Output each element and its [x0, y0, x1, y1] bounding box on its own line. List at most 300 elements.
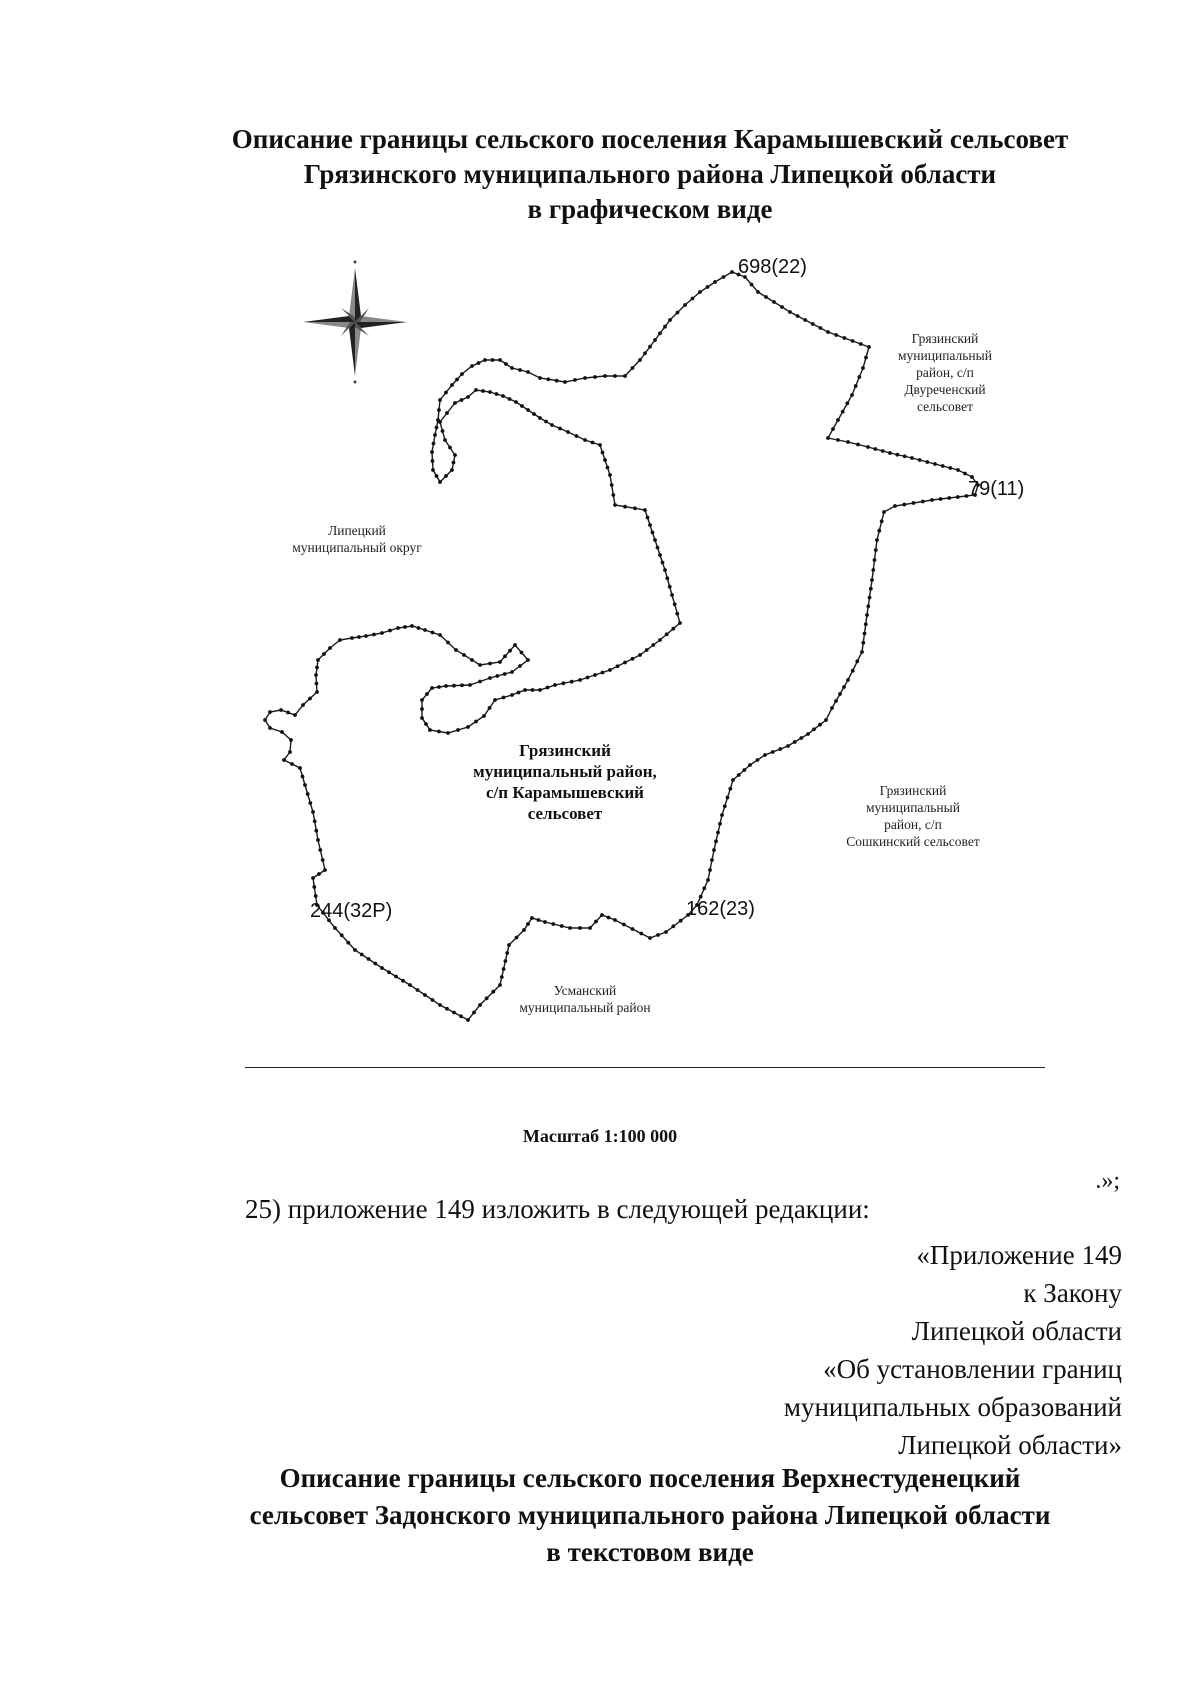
boundary-vertex: [435, 474, 439, 478]
boundary-vertex: [656, 546, 660, 550]
boundary-vertex: [408, 983, 412, 987]
boundary-vertex: [845, 401, 849, 405]
boundary-vertex: [340, 933, 344, 937]
boundary-vertex: [317, 872, 321, 876]
boundary-vertex: [826, 330, 830, 334]
boundary-vertex: [793, 740, 797, 744]
boundary-vertex: [670, 593, 674, 597]
boundary-vertex: [514, 400, 518, 404]
boundary-vertex: [712, 848, 716, 852]
boundary-vertex: [631, 927, 635, 931]
boundary-vertex: [380, 966, 384, 970]
boundary-vertex: [444, 391, 448, 395]
boundary-vertex: [748, 763, 752, 767]
boundary-vertex: [558, 427, 562, 431]
boundary-vertex: [530, 916, 534, 920]
boundary-vertex: [268, 710, 272, 714]
boundary-vertex: [308, 697, 312, 701]
boundary-point-label: 162(23): [686, 898, 755, 920]
boundary-vertex: [279, 708, 283, 712]
boundary-vertex: [394, 975, 398, 979]
boundary-vertex: [416, 988, 420, 992]
boundary-vertex: [843, 336, 847, 340]
boundary-vertex: [742, 768, 746, 772]
boundary-vertex: [645, 648, 649, 652]
boundary-vertex: [483, 358, 487, 362]
boundary-vertex: [380, 631, 384, 635]
boundary-vertex: [623, 661, 627, 665]
boundary-vertex: [436, 418, 440, 422]
boundary-vertex: [481, 389, 485, 393]
boundary-vertex: [831, 427, 835, 431]
boundary-vertex: [505, 951, 509, 955]
boundary-vertex: [651, 531, 655, 535]
boundary-vertex: [737, 773, 741, 777]
boundary-vertex: [836, 418, 840, 422]
boundary-vertex: [523, 688, 527, 692]
boundary-vertex: [410, 624, 414, 628]
boundary-vertex: [472, 1011, 476, 1015]
boundary-vertex: [373, 962, 377, 966]
boundary-vertex: [502, 696, 506, 700]
boundary-vertex: [401, 979, 405, 983]
boundary-vertex: [925, 460, 929, 464]
boundary-vertex: [834, 333, 838, 337]
boundary-vertex: [518, 664, 522, 668]
boundary-vertex: [430, 450, 434, 454]
boundary-vertex: [321, 858, 325, 862]
boundary-vertex: [865, 613, 869, 617]
boundary-vertex: [420, 698, 424, 702]
boundary-vertex: [888, 451, 892, 455]
boundary-vertex: [466, 1018, 470, 1022]
boundary-vertex: [502, 967, 506, 971]
boundary-vertex: [311, 876, 315, 880]
title-line: сельсовет Задонского муниципального района Липецкой области: [249, 1500, 1051, 1530]
boundary-vertex: [811, 322, 815, 326]
boundary-vertex: [420, 707, 424, 711]
boundary-vertex: [613, 374, 617, 378]
boundary-vertex: [470, 364, 474, 368]
boundary-vertex: [301, 703, 305, 707]
boundary-vertex: [478, 680, 482, 684]
boundary-vertex: [873, 558, 877, 562]
boundary-vertex: [520, 404, 524, 408]
boundary-vertex: [869, 587, 873, 591]
boundary-vertex: [568, 926, 572, 930]
boundary-vertex: [306, 792, 310, 796]
region-label-lipetsky: [262, 522, 452, 556]
boundary-vertex: [799, 736, 803, 740]
boundary-vertex: [593, 375, 597, 379]
boundary-vertex: [316, 838, 320, 842]
boundary-vertex: [504, 959, 508, 963]
boundary-vertex: [532, 412, 536, 416]
boundary-vertex: [437, 408, 441, 412]
boundary-vertex: [403, 625, 407, 629]
boundary-vertex: [454, 648, 458, 652]
boundary-vertex: [450, 468, 454, 472]
boundary-vertex: [603, 374, 607, 378]
boundary-vertex: [854, 384, 858, 388]
region-label-line: сельсовет: [917, 399, 973, 414]
boundary-vertex: [431, 998, 435, 1002]
boundary-vertex: [546, 377, 550, 381]
boundary-vertex: [710, 858, 714, 862]
boundary-vertex: [301, 775, 305, 779]
separator-line: [245, 1067, 1045, 1068]
region-label-line: сельсовет: [527, 804, 603, 823]
boundary-point-label: 698(22): [738, 256, 807, 278]
boundary-vertex: [763, 753, 767, 757]
boundary-vertex: [668, 318, 672, 322]
boundary-vertex: [708, 868, 712, 872]
boundary-vertex: [578, 678, 582, 682]
boundary-vertex: [482, 714, 486, 718]
boundary-vertex: [601, 671, 605, 675]
boundary-point-label: 79(11): [968, 478, 1025, 500]
boundary-vertex: [314, 894, 318, 898]
appendix-line: к Закону: [1023, 1278, 1122, 1308]
boundary-vertex: [583, 438, 587, 442]
boundary-vertex: [653, 338, 657, 342]
region-label-line: Грязинский: [879, 783, 947, 798]
boundary-vertex: [947, 496, 951, 500]
boundary-vertex: [308, 801, 312, 805]
boundary-vertex: [830, 706, 834, 710]
boundary-vertex: [338, 638, 342, 642]
boundary-vertex: [425, 692, 429, 696]
region-label-line: муниципальный: [866, 800, 960, 815]
boundary-vertex: [520, 651, 524, 655]
boundary-vertex: [538, 376, 542, 380]
boundary-vertex: [874, 548, 878, 552]
boundary-vertex: [664, 930, 668, 934]
boundary-vertex: [676, 311, 680, 315]
boundary-vertex: [656, 933, 660, 937]
boundary-vertex: [504, 362, 508, 366]
boundary-vertex: [573, 378, 577, 382]
region-label-line: Грязинский: [519, 741, 611, 760]
boundary-vertex: [718, 822, 722, 826]
boundary-vertex: [893, 504, 897, 508]
boundary-vertex: [280, 730, 284, 734]
boundary-vertex: [452, 1011, 456, 1015]
boundary-vertex: [526, 408, 530, 412]
boundary-vertex: [328, 646, 332, 650]
boundary-vertex: [679, 919, 683, 923]
boundary-vertex: [720, 813, 724, 817]
appendix-line: «Об установлении границ: [823, 1354, 1122, 1384]
boundary-vertex: [531, 688, 535, 692]
boundary-vertex: [851, 669, 855, 673]
boundary-vertex: [470, 658, 474, 662]
boundary-vertex: [631, 657, 635, 661]
boundary-vertex: [713, 280, 717, 284]
boundary-vertex: [796, 314, 800, 318]
boundary-vertex: [551, 922, 555, 926]
boundary-vertex: [388, 629, 392, 633]
boundary-vertex: [437, 730, 441, 734]
boundary-vertex: [298, 766, 302, 770]
boundary-vertex: [939, 497, 943, 501]
boundary-vertex: [387, 970, 391, 974]
boundary-vertex: [868, 596, 872, 600]
boundary-vertex: [515, 936, 519, 940]
boundary-vertex: [311, 810, 315, 814]
region-label-line: муниципальный округ: [292, 540, 422, 555]
boundary-vertex: [438, 398, 442, 402]
boundary-vertex: [546, 686, 550, 690]
boundary-vertex: [812, 727, 816, 731]
boundary-vertex: [435, 426, 439, 430]
boundary-vertex: [616, 664, 620, 668]
boundary-vertex: [603, 458, 607, 462]
boundary-vertex: [441, 429, 445, 433]
boundary-vertex: [423, 628, 427, 632]
boundary-vertex: [864, 622, 868, 626]
boundary-vertex: [643, 351, 647, 355]
boundary-vertex: [871, 568, 875, 572]
boundary-vertex: [856, 443, 860, 447]
boundary-vertex: [543, 920, 547, 924]
title-line: Описание границы сельского поселения Карамышевский сельсовет: [231, 124, 1069, 154]
title-line: в текстовом виде: [546, 1537, 754, 1567]
boundary-vertex: [698, 290, 702, 294]
boundary-vertex: [653, 538, 657, 542]
boundary-vertex: [474, 388, 478, 392]
appendix-line: Липецкой области: [911, 1316, 1122, 1346]
appendix-line: Липецкой области»: [898, 1430, 1122, 1460]
boundary-vertex: [941, 464, 945, 468]
boundary-vertex: [503, 672, 507, 676]
boundary-vertex: [903, 454, 907, 458]
boundary-vertex: [730, 270, 734, 274]
boundary-vertex: [948, 466, 952, 470]
boundary-vertex: [289, 738, 293, 742]
boundary-vertex: [508, 649, 512, 653]
boundary-vertex: [268, 726, 272, 730]
boundary-vertex: [578, 926, 582, 930]
boundary-vertex: [663, 568, 667, 572]
boundary-vertex: [466, 395, 470, 399]
boundary-vertex: [861, 641, 865, 645]
boundary-vertex: [431, 631, 435, 635]
boundary-vertex: [706, 285, 710, 289]
boundary-vertex: [501, 394, 505, 398]
boundary-vertex: [537, 918, 541, 922]
boundary-vertex: [367, 957, 371, 961]
boundary-vertex: [726, 796, 730, 800]
boundary-vertex: [293, 713, 297, 717]
boundary-vertex: [838, 692, 842, 696]
boundary-vertex: [613, 503, 617, 507]
boundary-vertex: [864, 356, 868, 360]
boundary-vertex: [553, 683, 557, 687]
boundary-vertex: [778, 747, 782, 751]
boundary-vertex: [322, 652, 326, 656]
boundary-vertex: [550, 423, 554, 427]
boundary-vertex: [498, 660, 502, 664]
boundary-vertex: [495, 674, 499, 678]
boundary-vertex: [510, 670, 514, 674]
boundary-vertex: [522, 928, 526, 932]
boundary-vertex: [474, 720, 478, 724]
boundary-vertex: [623, 505, 627, 509]
boundary-vertex: [877, 529, 881, 533]
boundary-vertex: [756, 290, 760, 294]
boundary-vertex: [518, 368, 522, 372]
boundary-vertex: [428, 728, 432, 732]
boundary-vertex: [786, 744, 790, 748]
boundary-vertex: [836, 438, 840, 442]
region-label-line: район, с/п: [916, 365, 974, 380]
boundary-vertex: [315, 690, 319, 694]
boundary-vertex: [538, 688, 542, 692]
boundary-vertex: [668, 585, 672, 589]
section-title: [150, 1460, 1150, 1571]
boundary-vertex: [598, 443, 602, 447]
boundary-vertex: [780, 305, 784, 309]
boundary-vertex: [866, 604, 870, 608]
boundary-vertex: [826, 436, 830, 440]
boundary-vertex: [855, 659, 859, 663]
boundary-vertex: [353, 948, 357, 952]
region-label-line: Липецкий: [328, 523, 386, 538]
boundary-vertex: [555, 379, 559, 383]
boundary-vertex: [446, 731, 450, 735]
compass-rose-icon: [303, 261, 407, 384]
boundary-vertex: [702, 886, 706, 890]
boundary-vertex: [895, 453, 899, 457]
boundary-vertex: [350, 636, 354, 640]
boundary-vertex: [446, 641, 450, 645]
boundary-vertex: [314, 829, 318, 833]
boundary-vertex: [648, 345, 652, 349]
boundary-vertex: [956, 495, 960, 499]
boundary-vertex: [372, 633, 376, 637]
title-line: в графическом виде: [527, 194, 773, 224]
boundary-vertex: [806, 732, 810, 736]
region-label-line: муниципальный район,: [473, 762, 657, 781]
boundary-vertex: [495, 392, 499, 396]
boundary-vertex: [526, 922, 530, 926]
boundary-vertex: [315, 682, 319, 686]
boundary-vertex: [462, 653, 466, 657]
boundary-vertex: [601, 451, 605, 455]
boundary-vertex: [456, 728, 460, 732]
boundary-vertex: [423, 993, 427, 997]
region-label-line: Сошкинский сельсовет: [846, 834, 980, 849]
boundary-vertex: [910, 456, 914, 460]
boundary-vertex: [866, 445, 870, 449]
boundary-vertex: [613, 918, 617, 922]
boundary-vertex: [658, 553, 662, 557]
boundary-vertex: [607, 916, 611, 920]
boundary-vertex: [316, 658, 320, 662]
closing-quote: .»;: [1095, 1168, 1120, 1194]
title-line: Описание границы сельского поселения Верхнестуденецкий: [279, 1463, 1021, 1493]
boundary-vertex: [771, 750, 775, 754]
region-label-line: район, с/п: [884, 817, 942, 832]
boundary-vertex: [575, 434, 579, 438]
boundary-vertex: [600, 913, 604, 917]
boundary-vertex: [633, 506, 637, 510]
boundary-vertex: [930, 498, 934, 502]
boundary-vertex: [918, 458, 922, 462]
boundary-vertex: [622, 923, 626, 927]
boundary-vertex: [488, 390, 492, 394]
boundary-vertex: [459, 1014, 463, 1018]
boundary-vertex: [288, 750, 292, 754]
boundary-vertex: [503, 654, 507, 658]
boundary-vertex: [863, 632, 867, 636]
boundary-vertex: [448, 446, 452, 450]
boundary-vertex: [623, 374, 627, 378]
boundary-vertex: [683, 303, 687, 307]
boundary-vertex: [485, 996, 489, 1000]
boundary-vertex: [566, 430, 570, 434]
boundary-vertex: [881, 449, 885, 453]
appendix-header: [784, 1236, 1122, 1464]
boundary-vertex: [593, 673, 597, 677]
boundary-vertex: [357, 635, 361, 639]
boundary-vertex: [420, 716, 424, 720]
boundary-vertex: [396, 626, 400, 630]
boundary-vertex: [510, 366, 514, 370]
boundary-vertex: [880, 519, 884, 523]
boundary-vertex: [851, 339, 855, 343]
map-scale: Масштаб 1:100 000: [522, 1126, 678, 1146]
boundary-vertex: [323, 868, 327, 872]
boundary-vertex: [873, 447, 877, 451]
boundary-vertex: [450, 383, 454, 387]
boundary-vertex: [488, 662, 492, 666]
boundary-vertex: [443, 438, 447, 442]
boundary-vertex: [933, 462, 937, 466]
boundary-vertex: [477, 361, 481, 365]
boundary-vertex: [417, 626, 421, 630]
boundary-vertex: [631, 366, 635, 370]
boundary-vertex: [460, 372, 464, 376]
boundary-vertex: [312, 885, 316, 889]
boundary-vertex: [912, 501, 916, 505]
boundary-vertex: [772, 300, 776, 304]
boundary-vertex: [859, 342, 863, 346]
boundary-vertex: [610, 483, 614, 487]
boundary-vertex: [445, 411, 449, 415]
boundary-vertex: [453, 401, 457, 405]
boundary-vertex: [364, 634, 368, 638]
boundary-vertex: [658, 638, 662, 642]
boundary-vertex: [346, 941, 350, 945]
boundary-vertex: [691, 297, 695, 301]
boundary-vertex: [570, 680, 574, 684]
boundary-vertex: [510, 693, 514, 697]
region-label-karamyshevsky: [455, 740, 675, 824]
boundary-vertex: [517, 691, 521, 695]
boundary-vertex: [956, 468, 960, 472]
boundary-vertex: [488, 706, 492, 710]
boundary-vertex: [507, 943, 511, 947]
boundary-vertex: [526, 658, 530, 662]
boundary-vertex: [491, 358, 495, 362]
boundary-vertex: [661, 561, 665, 565]
boundary-vertex: [665, 576, 669, 580]
boundary-vertex: [282, 758, 286, 762]
boundary-vertex: [468, 683, 472, 687]
boundary-vertex: [438, 1003, 442, 1007]
